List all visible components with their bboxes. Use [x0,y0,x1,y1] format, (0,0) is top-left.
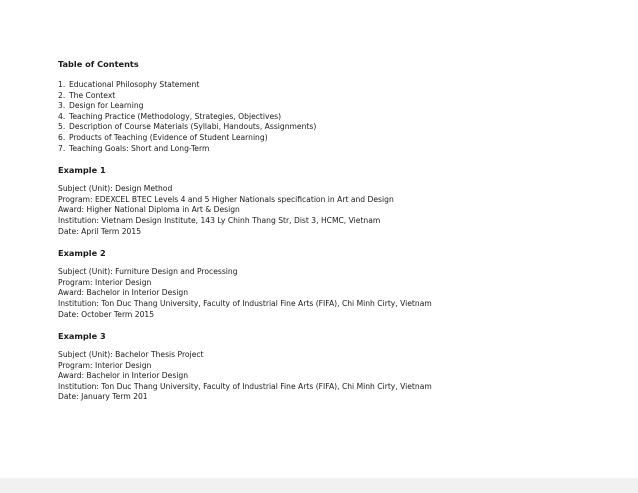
example-1-date: Date: April Term 2015 [58,226,142,236]
toc-item-text: Products of Teaching (Evidence of Student Learning) [69,132,268,142]
example-2-award: Award: Bachelor in Interior Design [58,288,189,298]
toc-item-text: Teaching Practice (Methodology, Strategies, Objectives) [69,111,282,121]
example-2-program: Program: Interior Design [58,277,152,287]
example-2-title: Example 2 [58,248,106,259]
page-bottom-margin [0,478,638,493]
toc-item-text: Teaching Goals: Short and Long-Term [69,143,210,153]
toc-item-number: 3. [58,101,66,111]
example-1-title: Example 1 [58,165,106,176]
example-2-institution: Institution: Ton Duc Thang University, Faculty of Industrial Fine Arts (FIFA), Chi Minh Cirty, Vietnam [58,298,432,308]
example-3-date: Date: January Term 201 [58,392,148,402]
toc-item [58,133,618,144]
example-3-award: Award: Bachelor in Interior Design [58,371,189,381]
toc-item [58,144,618,155]
toc-title: Table of Contents [58,59,139,69]
toc-item-number: 4. [58,111,66,121]
example-1-program: Program: EDEXCEL BTEC Levels 4 and 5 Higher Nationals specification in Art and Design [58,194,394,204]
example-1-award: Award: Higher National Diploma in Art & Design [58,205,240,215]
example-3-details [58,350,618,403]
toc-item-text: Design for Learning [69,101,144,111]
toc-item [58,101,618,112]
toc-item-text: Educational Philosophy Statement [69,80,200,89]
example-3-institution: Institution: Ton Duc Thang University, Faculty of Industrial Fine Arts (FIFA), Chi Minh Cirty, Vietnam [58,381,432,391]
toc-list [58,80,618,154]
example-1-details [58,184,618,237]
toc-item [58,80,618,91]
toc-item-number: 1. [58,80,66,89]
toc-item [58,112,618,123]
example-2-subject: Subject (Unit): Furniture Design and Processing [58,267,238,277]
example-2-date: Date: October Term 2015 [58,309,155,319]
toc-item [58,122,618,133]
toc-item [58,91,618,102]
toc-item-number: 6. [58,132,66,142]
toc-item-text: Description of Course Materials (Syllabi, Handouts, Assignments) [69,122,317,132]
example-1-subject: Subject (Unit): Design Method [58,184,173,194]
toc-item-number: 7. [58,143,66,153]
example-3-subject: Subject (Unit): Bachelor Thesis Project [58,350,204,360]
toc-item-number: 2. [58,90,66,100]
toc-item-number: 5. [58,122,66,132]
example-1-institution: Institution: Vietnam Design Institute, 143 Ly Chinh Thang Str, Dist 3, HCMC, Vietnam [58,215,381,225]
example-3-title: Example 3 [58,331,106,342]
example-2-details [58,267,618,320]
toc-item-text: The Context [69,90,116,100]
example-3-program: Program: Interior Design [58,360,152,370]
document-content [58,59,618,403]
